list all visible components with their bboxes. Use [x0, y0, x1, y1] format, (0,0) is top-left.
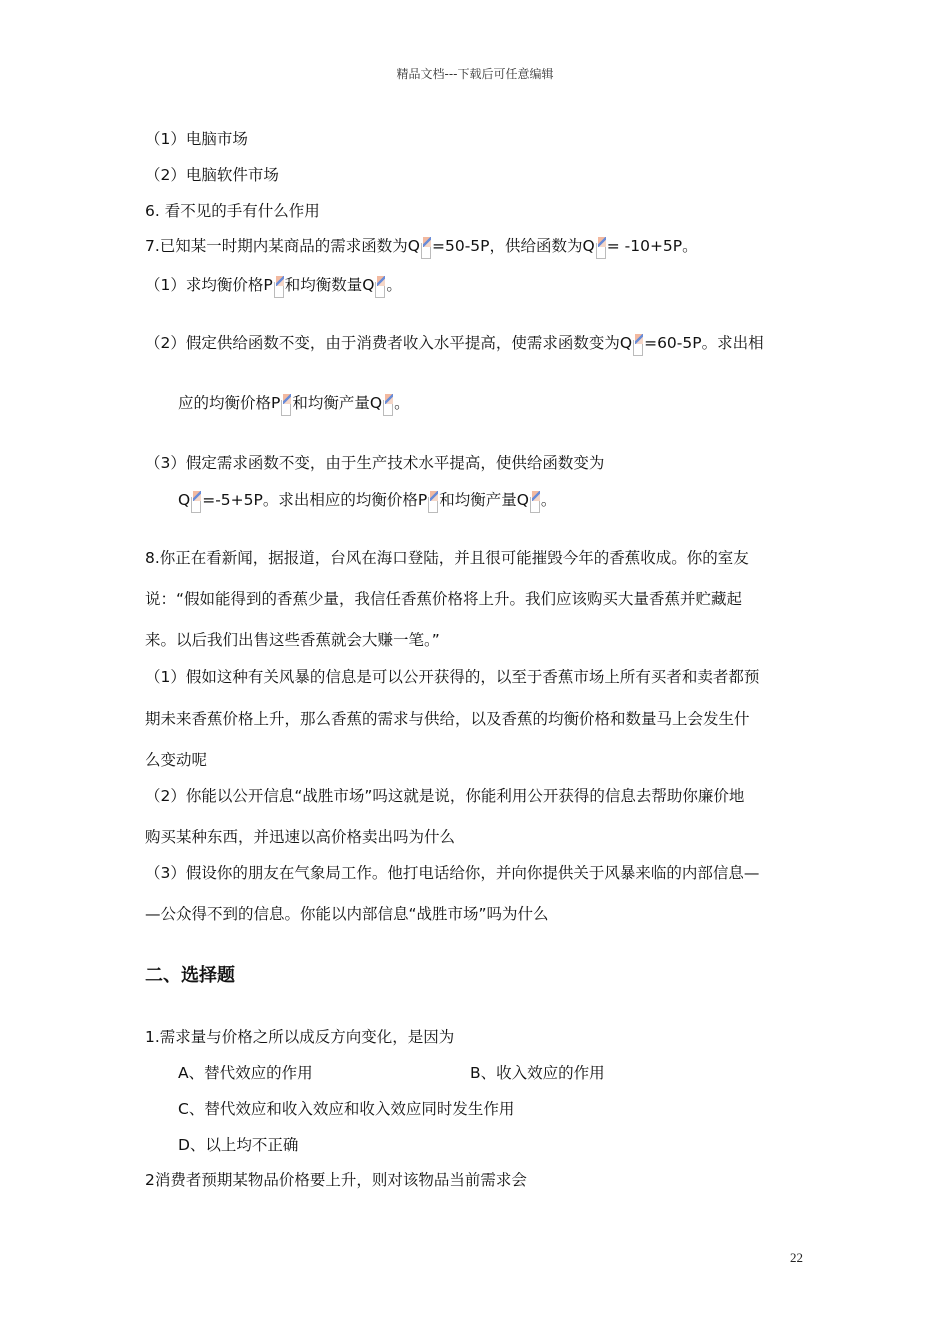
subscript-image-icon	[274, 282, 284, 298]
question-7-part-2: （2）假定供给函数不变，由于消费者收入水平提高，使需求函数变为Q =60-5P。求出相	[145, 331, 764, 353]
subscript-image-icon	[633, 340, 643, 356]
option-d: D、以上均不正确	[178, 1136, 299, 1154]
subscript-image-icon	[428, 497, 438, 513]
option-b: B、收入效应的作用	[470, 1064, 605, 1082]
choice-question-1: 1.需求量与价格之所以成反方向变化，是因为	[145, 1028, 455, 1046]
question-8-part-2: （2）你能以公开信息“战胜市场”吗这就是说，你能利用公开获得的信息去帮助你廉价地	[145, 787, 745, 805]
question-7-part-3-cont: Q =-5+5P。求出相应的均衡价格P 和均衡产量Q 。	[178, 488, 556, 510]
question-7: 7.已知某一时期内某商品的需求函数为Q =50-5P，供给函数为Q = -10+5P。	[145, 234, 698, 256]
text-line: （1）电脑市场	[145, 130, 248, 148]
choice-question-2: 2消费者预期某物品价格要上升，则对该物品当前需求会	[145, 1171, 527, 1189]
option-c: C、替代效应和收入效应和收入效应同时发生作用	[178, 1100, 515, 1118]
subscript-image-icon	[383, 400, 393, 416]
subscript-image-icon	[375, 282, 385, 298]
question-7-part-2-cont: 应的均衡价格P 和均衡产量Q 。	[178, 391, 410, 413]
subscript-image-icon	[421, 243, 431, 259]
question-8-part-3: （3）假设你的朋友在气象局工作。他打电话给你，并向你提供关于风暴来临的内部信息—	[145, 864, 760, 882]
subscript-image-icon	[530, 497, 540, 513]
text-line: 说：“假如能得到的香蕉少量，我信任香蕉价格将上升。我们应该购买大量香蕉并贮藏起	[145, 590, 743, 608]
page-header: 精品文档---下载后可任意编辑	[396, 67, 554, 81]
subscript-image-icon	[281, 400, 291, 416]
question-7-part-3: （3）假定需求函数不变，由于生产技术水平提高，使供给函数变为	[145, 454, 605, 472]
question-8: 8.你正在看新闻，据报道，台风在海口登陆，并且很可能摧毁今年的香蕉收成。你的室友	[145, 549, 749, 567]
question-8-part-1: （1）假如这种有关风暴的信息是可以公开获得的，以至于香蕉市场上所有买者和卖者都预	[145, 668, 760, 686]
text-line: （2）电脑软件市场	[145, 166, 279, 184]
text-line: 么变动呢	[145, 751, 208, 769]
option-a: A、替代效应的作用	[178, 1064, 313, 1082]
section-heading: 二、选择题	[145, 965, 235, 986]
text-line: 期未来香蕉价格上升，那么香蕉的需求与供给，以及香蕉的均衡价格和数量马上会发生什	[145, 710, 750, 728]
text-line: 购买某种东西，并迅速以高价格卖出吗为什么	[145, 828, 456, 846]
question-6: 6. 看不见的手有什么作用	[145, 202, 320, 220]
page-number: 22	[790, 1250, 803, 1265]
text-line: —公众得不到的信息。你能以内部信息“战胜市场”吗为什么	[145, 905, 549, 923]
subscript-image-icon	[596, 243, 606, 259]
question-7-part-1: （1）求均衡价格P 和均衡数量Q 。	[145, 273, 402, 295]
subscript-image-icon	[191, 497, 201, 513]
text-line: 来。以后我们出售这些香蕉就会大赚一笔。”	[145, 631, 440, 649]
